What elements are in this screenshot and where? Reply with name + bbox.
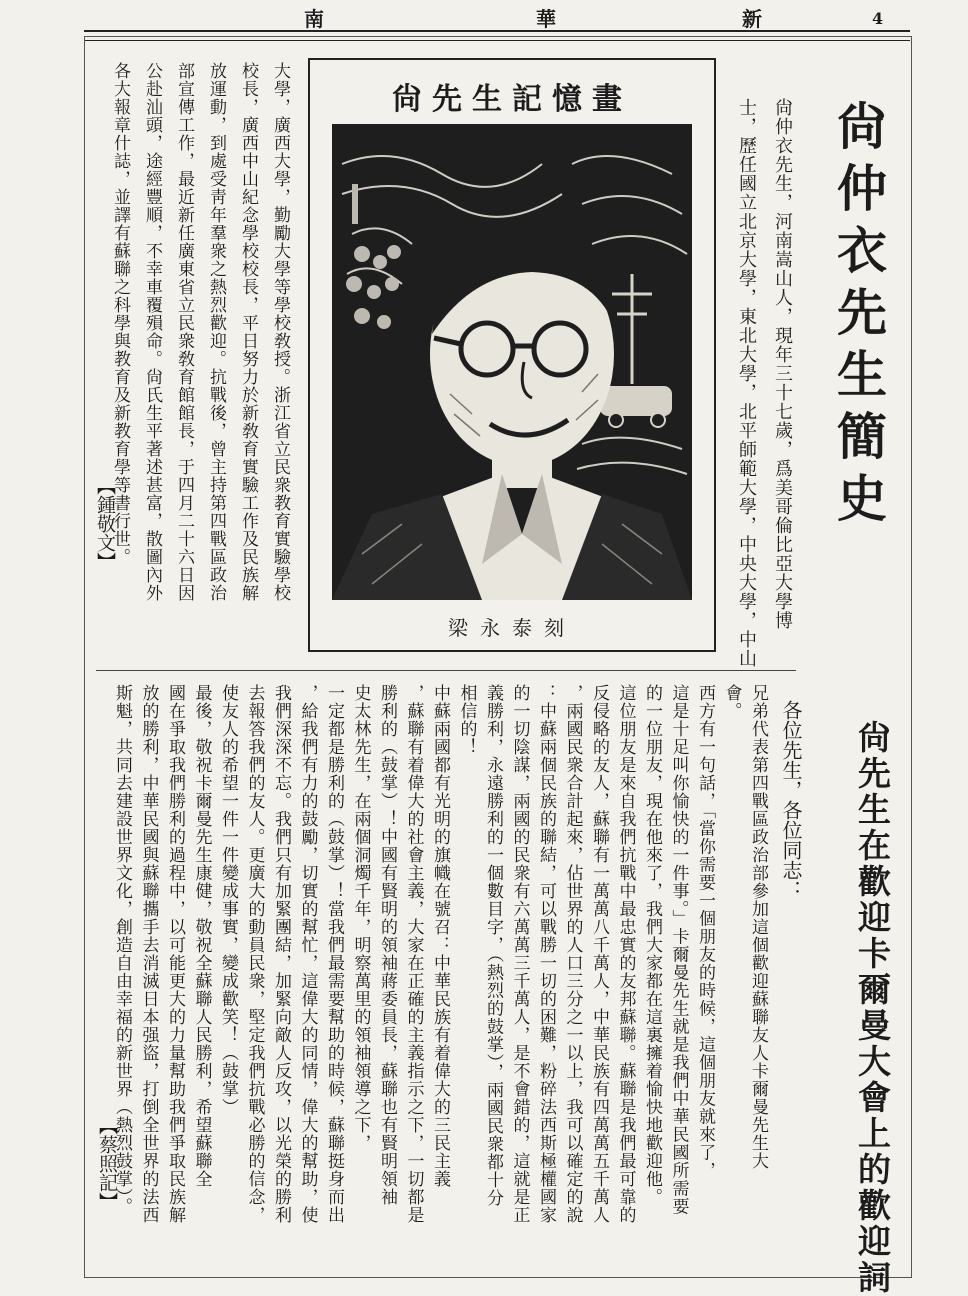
bio-line: 校長，廣西中山紀念學校校長，平日努力於新敎育實驗工作及民族解 (238, 62, 258, 602)
speech-line: ：中蘇兩個民族的聯結，可以戰勝一切的困難，粉碎法西斯極權國家 (536, 684, 556, 1224)
speech-line: 的一位朋友，現在他來了，我們大家都在這裏擁着愉快地歡迎他。 (642, 684, 662, 1206)
portrait-frame (308, 58, 716, 652)
speech-line: 最後，敬祝卡爾曼先生康健，敬祝全蘇聯人民勝利，希望蘇聯全 (191, 684, 212, 1188)
speech-line: 中蘇兩國都有光明的旗幟在號召：中華民族有着偉大的三民主義 (430, 684, 450, 1188)
speech-line: 這位朋友是來自我們抗戰中最忠實的友邦蘇聯。蘇聯是我們最可靠的 (615, 684, 636, 1224)
bio-line: 大學，廣西大學，勤勵大學等學校敎授。浙江省立民衆教育實驗學校 (270, 62, 290, 602)
speech-line: 兄弟代表第四戰區政治部參加這個歡迎蘇聯友人卡爾曼先生大 (748, 684, 768, 1170)
speech-line: 這是十足叫你愉快的一件事。」卡爾曼先生就是我們中華民國所需要 (668, 684, 689, 1216)
speech-line: 西方有一句話，「當你需要一個朋友的時候，這個朋友就來了， (695, 684, 715, 1180)
masthead-char-3: 新 (742, 7, 762, 31)
speech-line: ，兩國民衆合計起來，佔世界的人口三分之一以上，我可以確定的說 (562, 684, 583, 1224)
speech-salutation: 各位先生，各位同志： (779, 700, 803, 900)
speech-line: ，給我們有力的鼓勵，切實的幫忙，這偉大的同情，偉大的幫助，使 (297, 684, 318, 1224)
speech-line: 相信的！ (456, 684, 477, 756)
bio-line: 部宣傳工作，最近新任廣東省立民衆敎育館館長，于四月二十六日因 (174, 62, 194, 602)
speech-line: 去報答我們的友人。更廣大的動員民衆，堅定我們抗戰必勝的信念， (244, 684, 265, 1224)
woodcut-portrait-illustration (332, 124, 692, 600)
bio-line: 士，歷任國立北京大學，東北大學，北平師範大學，中央大學，中山 (736, 98, 757, 668)
section-divider (96, 670, 796, 671)
portrait-title: 尙先生記憶畫 (392, 82, 632, 117)
speech-line: 一定都是勝利的（鼓掌）！當我們最需要幫助的時候，蘇聯挺身而出 (324, 684, 344, 1224)
speech-line: 我們深深不忘。我們只有加緊團結，加緊向敵人反攻，以光榮的勝利 (271, 684, 291, 1224)
speech-line: 國在爭取我們勝利的過程中，以可能更大的力量幫助我們爭取民族解 (165, 684, 185, 1224)
speech-line: 勝利的（鼓掌）！中國有賢明的領袖蔣委員長，蘇聯也有賢明領袖 (377, 684, 397, 1206)
bio-line: 各大報章什誌，並譯有蘇聯之科學與教育及新教育學等書行世。 (110, 62, 130, 566)
speech-title: 尙先生在歡迎卡爾曼大會上的歡迎詞 (853, 720, 892, 1296)
bio-signature: 【鍾敬文】 (94, 476, 116, 571)
masthead-char-1: 南 (304, 7, 324, 31)
bio-line: 放運動，到處受靑年羣衆之熱烈歡迎。抗戰後，曾主持第四戰區政治 (206, 62, 226, 602)
speech-line: 斯魁，共同去建設世界文化，創造自由幸福的新世界（熱烈鼓掌）。 (112, 684, 132, 1216)
speech-line: 的一切陰謀，兩國的民衆有六萬萬三千萬人，是不會錯的，這就是正 (509, 684, 530, 1224)
page-number: 4 (872, 9, 884, 28)
speech-line: 史太林先生，在兩個洞燭千年，明察萬里的領袖領導之下， (350, 684, 371, 1152)
bio-line: 公赴汕頭，途經豐順，不幸車覆殞命。尙氏生平著述甚富，散圖內外 (142, 62, 162, 602)
speech-line: 使友人的希望一件一件變成事實，變成歡笑！（鼓掌） (218, 684, 238, 1116)
bio-line: 尙仲衣先生，河南嵩山人，現年三十七歲，爲美哥倫比亞大學博 (772, 98, 793, 630)
speech-line: 放的勝利，中華民國與蘇聯攜手去消滅日本强盜，打倒全世界的法西 (138, 684, 159, 1224)
portrait-credit: 梁永泰刻 (448, 616, 576, 640)
speech-line: 會。 (721, 684, 742, 720)
speech-line: ，蘇聯有着偉大的社會主義，大家在正確的主義指示之下，一切都是 (403, 684, 424, 1224)
speech-line: 反侵略的友人，蘇聯有一萬萬八千萬人，中華民族有四萬萬五千萬人 (589, 684, 609, 1224)
bio-title: 尙仲衣先生簡史 (829, 100, 888, 534)
speech-line: 義勝利，永遠勝利的一個數目字，（熱烈的鼓掌），兩國民衆都十分 (483, 684, 503, 1207)
masthead-char-2: 華 (536, 7, 556, 31)
speech-signature: 【蔡照記】 (96, 1116, 118, 1211)
